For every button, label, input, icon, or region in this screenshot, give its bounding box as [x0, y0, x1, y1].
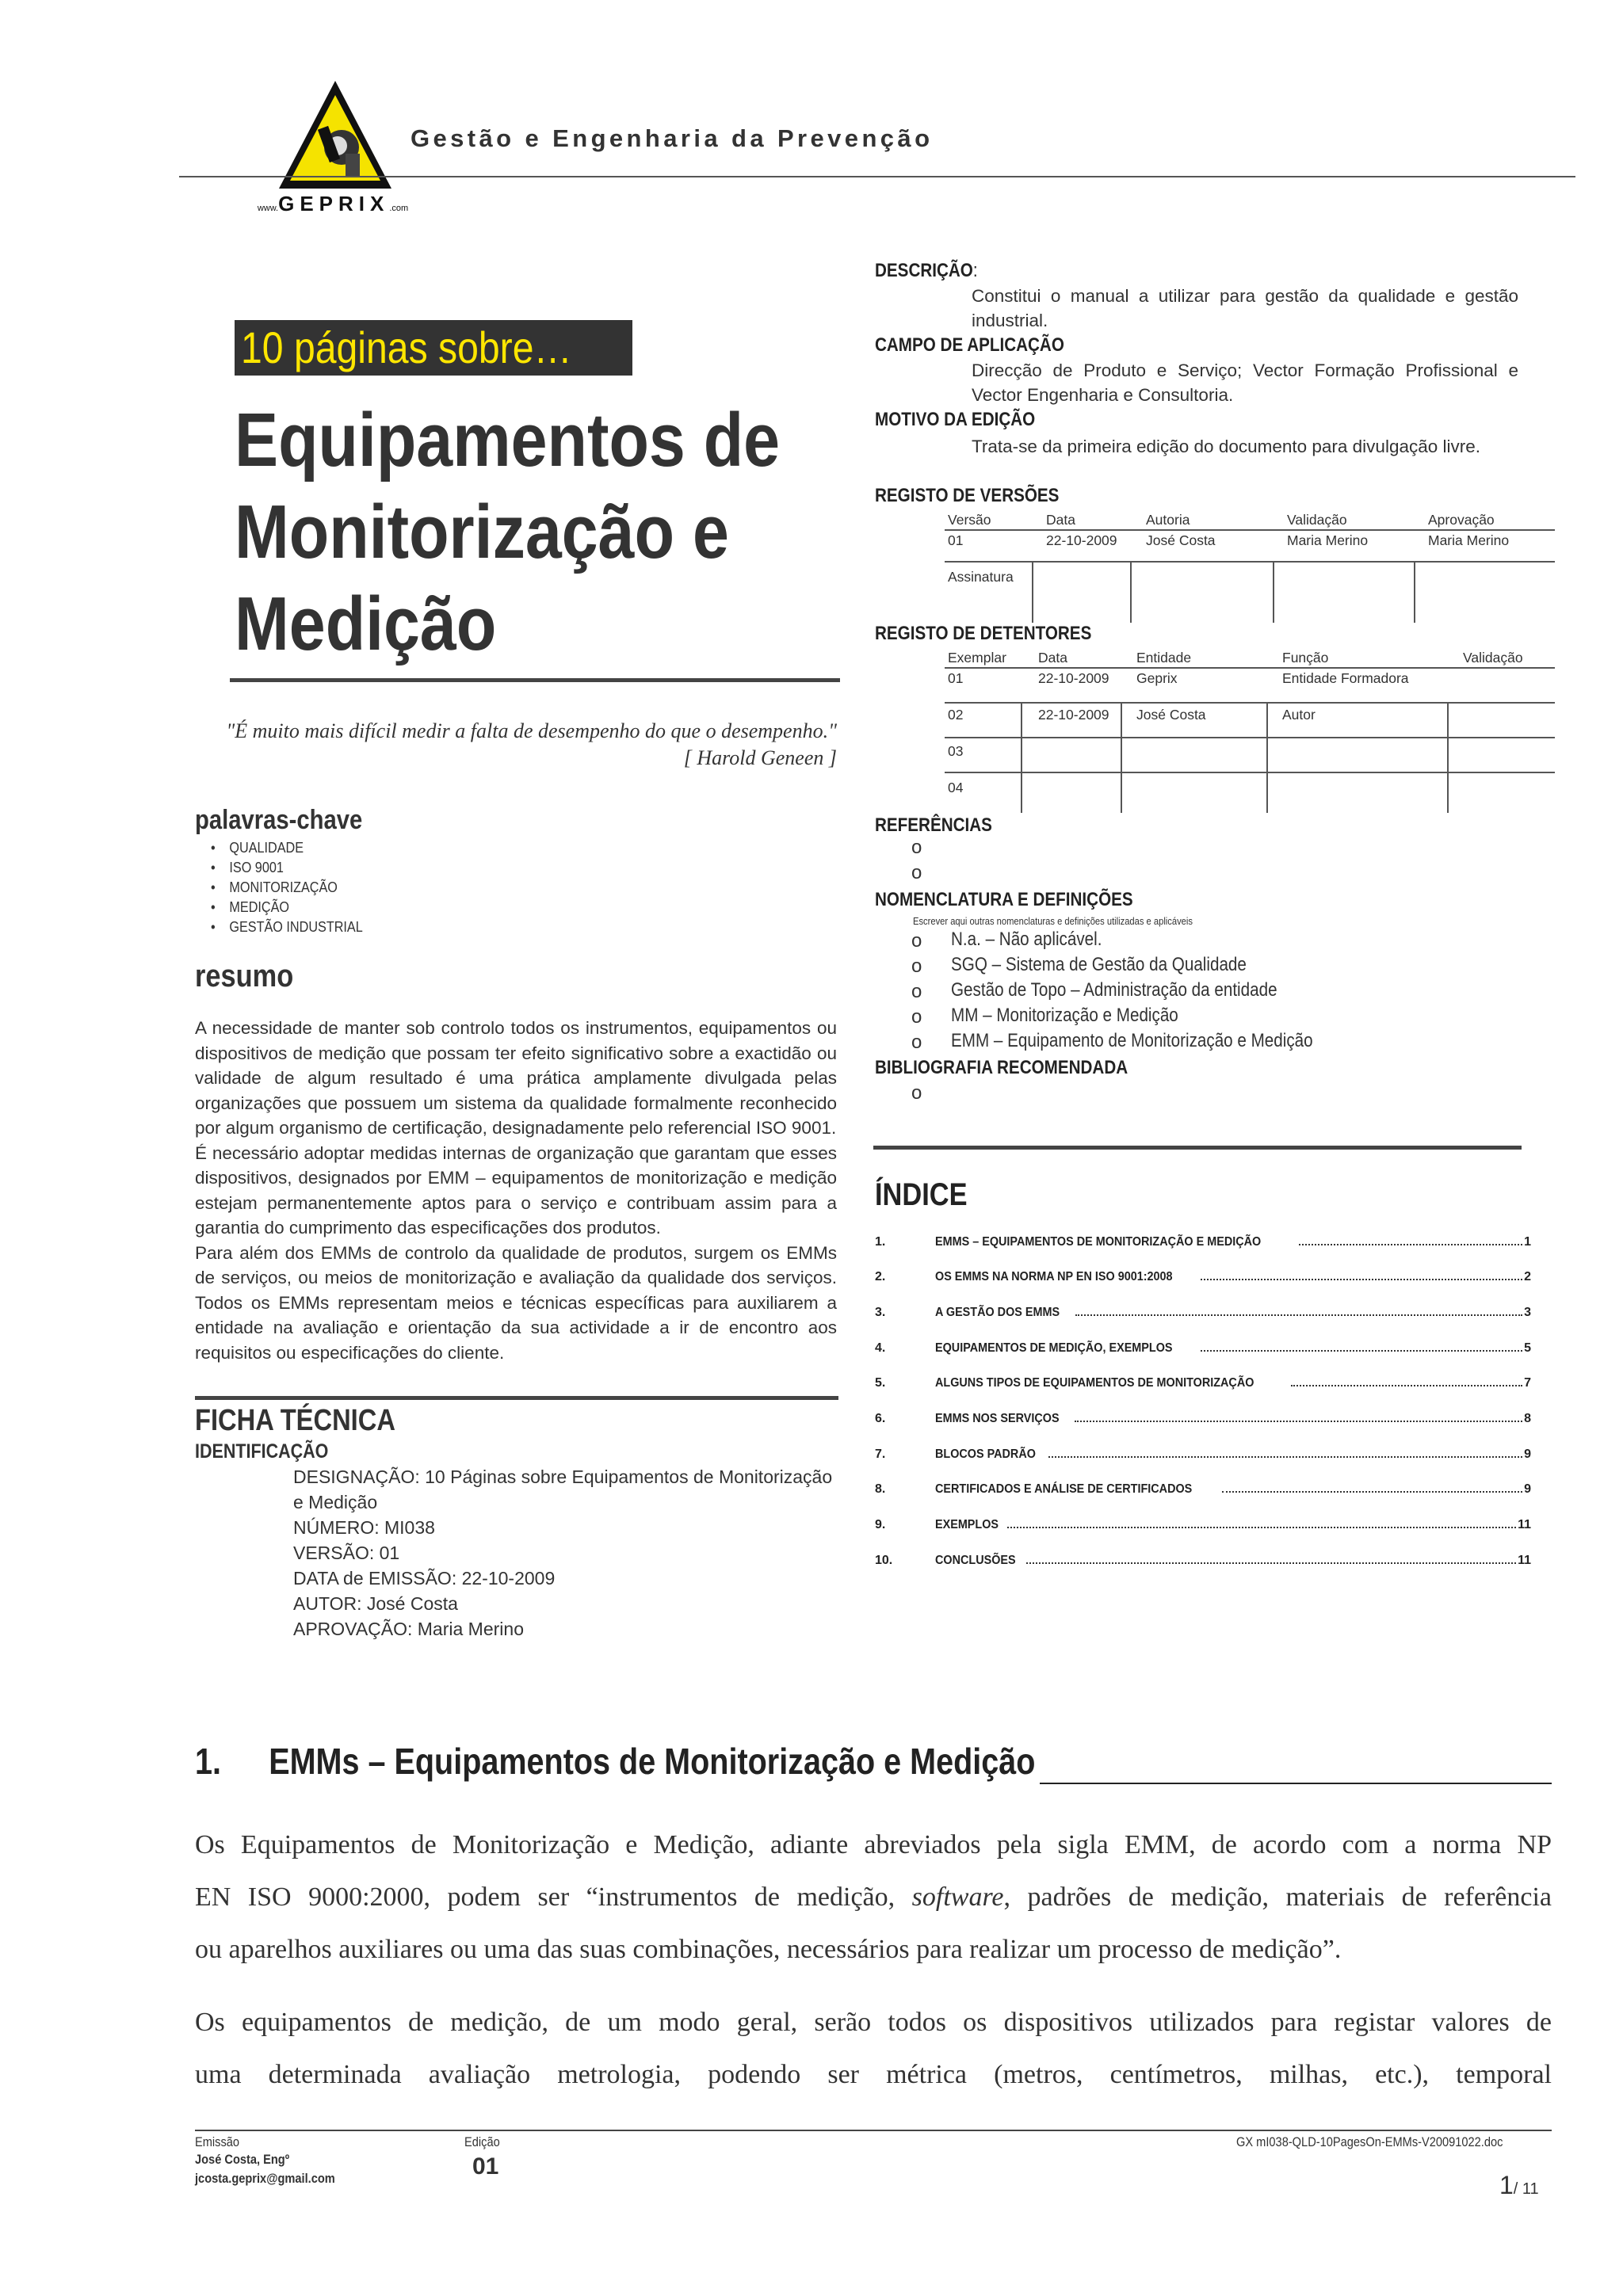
detentores-col-entidade: Entidade — [1136, 650, 1192, 666]
toc-label: EQUIPAMENTOS DE MEDIÇÃO, EXEMPLOS — [935, 1341, 1173, 1355]
versoes-cell: 01 — [948, 532, 964, 548]
toc-label: ALGUNS TIPOS DE EQUIPAMENTOS DE MONITORIZAÇÃO — [935, 1376, 1254, 1390]
motivo-text: Trata-se da primeira edição do documento para divulgação livre. — [972, 437, 1481, 456]
page-total: / 11 — [1513, 2180, 1539, 2198]
footer-edicao-label: Edição — [464, 2134, 500, 2149]
toc-number: 10. — [875, 1554, 893, 1567]
section-number: 1. — [195, 1741, 222, 1782]
referencias-heading: REFERÊNCIAS — [875, 814, 992, 836]
toc-item[interactable] — [875, 1445, 1531, 1462]
ficha-heading: FICHA TÉCNICA — [195, 1404, 395, 1437]
campo-heading: CAMPO DE APLICAÇÃO — [875, 334, 1064, 356]
detentores-heading: REGISTO DE DETENTORES — [875, 623, 1092, 644]
descricao-heading — [875, 260, 978, 282]
toc-number: 3. — [875, 1306, 886, 1319]
toc-label: OS EMMS NA NORMA NP EN ISO 9001:2008 — [935, 1270, 1173, 1283]
detentores-cell: José Costa — [1136, 707, 1206, 723]
header-divider — [179, 176, 1575, 177]
versoes-col-versao: Versão — [948, 512, 991, 528]
document-title — [235, 395, 780, 670]
detentores-col-funcao: Função — [1282, 650, 1329, 666]
versoes-heading: REGISTO DE VERSÕES — [875, 485, 1060, 506]
section-1-paragraph-2 — [195, 1997, 1552, 2101]
line-text: EN ISO 9000:2000, podem ser “instrumentos de medição, — [195, 1882, 896, 1912]
toc-page: 1 — [1524, 1235, 1531, 1249]
ficha-autor: AUTOR: José Costa — [293, 1593, 458, 1614]
ficha-versao: VERSÃO: 01 — [293, 1543, 400, 1563]
section-1-paragraph-1 — [195, 1819, 1552, 1976]
detentores-col-data: Data — [1038, 650, 1067, 666]
toc-item[interactable] — [875, 1233, 1531, 1249]
header-title: Gestão e Engenharia da Prevenção — [411, 124, 934, 152]
toc-item[interactable] — [875, 1409, 1531, 1426]
nomenclatura-bullet: o — [911, 1006, 922, 1028]
title-divider — [230, 678, 840, 682]
versoes-cell: José Costa — [1146, 532, 1216, 548]
paragraph-line: Os equipamentos de medição, de um modo geral, serão todos os dispositivos utilizados para registar valores de — [195, 2008, 1552, 2037]
referencias-bullet: o — [911, 837, 922, 858]
keyword-item: • GESTÃO INDUSTRIAL — [211, 917, 363, 937]
toc-label: EMMS NOS SERVIÇOS — [935, 1412, 1060, 1425]
quote-author: [ Harold Geneen ] — [683, 746, 837, 769]
footer-author: José Costa, Engº — [195, 2152, 290, 2167]
versoes-signature-label: Assinatura — [948, 569, 1014, 585]
indice-heading: ÍNDICE — [875, 1177, 968, 1212]
paragraph-line: uma determinada avaliação metrologia, podendo ser métrica (metros, centímetros, milhas, etc.), temporal — [195, 2060, 1552, 2089]
ficha-numero: NÚMERO: MI038 — [293, 1517, 435, 1538]
toc-item[interactable] — [875, 1303, 1531, 1320]
toc-page: 2 — [1524, 1270, 1531, 1283]
toc-label: EMMS – EQUIPAMENTOS DE MONITORIZAÇÃO E MEDIÇÃO — [935, 1235, 1262, 1249]
section-1-heading — [195, 1740, 1035, 1783]
resumo-body — [195, 1016, 837, 1365]
italic-software: software — [911, 1882, 1004, 1912]
ficha-data: DATA de EMISSÃO: 22-10-2009 — [293, 1568, 556, 1589]
nomenclatura-item: EMM – Equipamento de Monitorização e Medição — [951, 1030, 1313, 1051]
detentores-cell: Autor — [1282, 707, 1316, 723]
epigraph-quote — [174, 718, 837, 772]
nomenclatura-bullet: o — [911, 1032, 922, 1053]
detentores-cell: Entidade Formadora — [1282, 670, 1409, 686]
toc-page: 9 — [1524, 1447, 1531, 1461]
versoes-cell: Maria Merino — [1428, 532, 1510, 548]
toc-item[interactable] — [875, 1516, 1531, 1532]
versoes-cell: 22-10-2009 — [1046, 532, 1117, 548]
toc-number: 2. — [875, 1270, 886, 1283]
detentores-col-exemplar: Exemplar — [948, 650, 1006, 666]
toc-page: 11 — [1518, 1518, 1531, 1531]
versoes-cell: Maria Merino — [1287, 532, 1369, 548]
footer-edicao-value: 01 — [472, 2153, 499, 2180]
footer-emissao-label: Emissão — [195, 2134, 240, 2149]
resumo-paragraph: Para além dos EMMs de controlo da qualidade de produtos, surgem os EMMs de serviços, ou meios de monitorização e avaliação da qualidade dos serviços. Todos os EMMs representam meios e técnicas específicas para auxiliarem a entidade na avaliação e orientação da sua actividade a ir de encontro aos requisitos ou especificações do cliente. — [195, 1242, 837, 1363]
logo-com: .com — [389, 204, 409, 213]
footer-email: jcosta.geprix@gmail.com — [195, 2171, 335, 2186]
detentores-cell: 22-10-2009 — [1038, 707, 1109, 723]
title-line-2: Monitorização e — [235, 490, 729, 574]
toc-number: 8. — [875, 1482, 886, 1496]
resumo-heading: resumo — [195, 959, 294, 994]
pretitle-text: 10 páginas sobre… — [241, 322, 572, 372]
right-divider — [873, 1146, 1522, 1150]
nomenclatura-note: Escrever aqui outras nomenclaturas e definições utilizadas e aplicáveis — [913, 915, 1193, 927]
nomenclatura-item: Gestão de Topo – Administração da entidade — [951, 979, 1277, 1001]
descricao-colon: : — [972, 260, 978, 281]
resumo-paragraph: É necessário adoptar medidas internas de organização que garantam que esses dispositivos, designados por EMM – equipamentos de monitorização e medição estejam permanentemente aptos para o serviço e contribuam assim para a garantia do cumprimento das especificações dos produtos. — [195, 1142, 837, 1238]
nomenclatura-item: MM – Monitorização e Medição — [951, 1005, 1178, 1026]
detentores-cell: 02 — [948, 707, 964, 723]
nomenclatura-bullet: o — [911, 981, 922, 1002]
section-title: EMMs – Equipamentos de Monitorização e Medição — [269, 1741, 1036, 1782]
toc-item[interactable] — [875, 1268, 1531, 1284]
keywords-heading: palavras-chave — [195, 805, 363, 835]
logo-brand: GEPRIX — [278, 192, 390, 215]
nomenclatura-heading: NOMENCLATURA E DEFINIÇÕES — [875, 889, 1133, 910]
detentores-cell: 04 — [948, 780, 964, 795]
toc-label: CONCLUSÕES — [935, 1554, 1016, 1567]
toc-page: 8 — [1524, 1412, 1531, 1425]
detentores-cell: 22-10-2009 — [1038, 670, 1109, 686]
versoes-col-validacao: Validação — [1287, 512, 1347, 528]
geprix-logo — [230, 78, 436, 215]
nomenclatura-item: N.a. – Não aplicável. — [951, 929, 1102, 950]
detentores-col-validacao: Validação — [1463, 650, 1523, 666]
footer-divider — [195, 2130, 1552, 2131]
toc-number: 7. — [875, 1447, 886, 1461]
toc-item[interactable] — [875, 1374, 1531, 1390]
descricao-label: DESCRIÇÃO — [875, 260, 973, 281]
nomenclatura-item: SGQ – Sistema de Gestão da Qualidade — [951, 954, 1247, 975]
toc-label: EXEMPLOS — [935, 1518, 999, 1531]
paragraph-line: ou aparelhos auxiliares ou uma das suas combinações, necessários para realizar um processo de medição”. — [195, 1935, 1342, 1964]
toc-label: CERTIFICADOS E ANÁLISE DE CERTIFICADOS — [935, 1482, 1193, 1496]
detentores-cell: Geprix — [1136, 670, 1178, 686]
keyword-item: • MEDIÇÃO — [211, 898, 363, 917]
keywords-list — [211, 838, 380, 937]
section-title-underline — [1040, 1783, 1552, 1784]
footer-page-number — [1499, 2171, 1539, 2200]
keyword-item: • MONITORIZAÇÃO — [211, 878, 363, 898]
toc-label: A GESTÃO DOS EMMS — [935, 1306, 1060, 1319]
keyword-item: • ISO 9001 — [211, 858, 363, 878]
versoes-col-aprovacao: Aprovação — [1428, 512, 1495, 528]
detentores-cell: 03 — [948, 743, 964, 759]
ficha-details — [293, 1464, 837, 1642]
ficha-aprovacao: APROVAÇÃO: Maria Merino — [293, 1619, 524, 1639]
toc-number: 1. — [875, 1235, 886, 1249]
title-line-1: Equipamentos de — [235, 398, 781, 482]
toc-page: 3 — [1524, 1306, 1531, 1319]
detentores-cell: 01 — [948, 670, 964, 686]
descricao-text: Constitui o manual a utilizar para gestão da qualidade e gestão industrial. — [972, 286, 1518, 330]
toc-page: 5 — [1524, 1341, 1531, 1355]
resumo-paragraph: A necessidade de manter sob controlo todos os instrumentos, equipamentos ou dispositivos de medição que possam ter efeito significativo sobre a exactidão ou validade de algum resultado é uma prática amplamente divulgada pelas organizações que possuem um sistema da qualidade formalmente reconhecido por algum organismo de certificação, designadamente pelo referencial ISO 9001. — [195, 1018, 837, 1138]
paragraph-line — [195, 1871, 1552, 1924]
motivo-heading: MOTIVO DA EDIÇÃO — [875, 409, 1036, 430]
toc-item[interactable] — [875, 1480, 1531, 1497]
title-line-3: Medição — [235, 582, 497, 666]
pretitle-banner — [235, 320, 632, 376]
toc-number: 4. — [875, 1341, 886, 1355]
toc-label: BLOCOS PADRÃO — [935, 1447, 1036, 1461]
toc-number: 5. — [875, 1376, 886, 1390]
toc-page: 7 — [1524, 1376, 1531, 1390]
logo-www: www. — [257, 204, 279, 213]
line-text: , padrões de medição, materiais de referência — [1003, 1882, 1552, 1912]
nomenclatura-bullet: o — [911, 955, 922, 977]
resumo-divider — [195, 1396, 838, 1400]
ficha-subheading: IDENTIFICAÇÃO — [195, 1440, 329, 1463]
toc-number: 9. — [875, 1518, 886, 1531]
quote-text: "É muito mais difícil medir a falta de desempenho do que o desempenho." — [226, 719, 837, 742]
ficha-designacao: DESIGNAÇÃO: 10 Páginas sobre Equipamentos de Monitorização e Medição — [293, 1466, 833, 1512]
keyword-item: • QUALIDADE — [211, 838, 363, 858]
paragraph-line: Os Equipamentos de Monitorização e Medição, adiante abreviados pela sigla EMM, de acordo com a norma NP — [195, 1830, 1552, 1859]
toc-number: 6. — [875, 1412, 886, 1425]
bibliografia-bullet: o — [911, 1082, 922, 1104]
referencias-bullet: o — [911, 862, 922, 883]
bibliografia-heading: BIBLIOGRAFIA RECOMENDADA — [875, 1057, 1128, 1078]
toc-page: 9 — [1524, 1482, 1531, 1496]
campo-text: Direcção de Produto e Serviço; Vector Formação Profissional e Vector Engenharia e Consultoria. — [972, 360, 1518, 405]
toc-item[interactable] — [875, 1551, 1531, 1568]
nomenclatura-bullet: o — [911, 930, 922, 952]
versoes-col-autoria: Autoria — [1146, 512, 1190, 528]
footer-filename: GX mI038-QLD-10PagesOn-EMMs-V20091022.doc — [1236, 2134, 1503, 2149]
toc-item[interactable] — [875, 1339, 1531, 1356]
page-current: 1 — [1499, 2171, 1514, 2199]
toc-page: 11 — [1518, 1554, 1531, 1567]
versoes-col-data: Data — [1046, 512, 1075, 528]
